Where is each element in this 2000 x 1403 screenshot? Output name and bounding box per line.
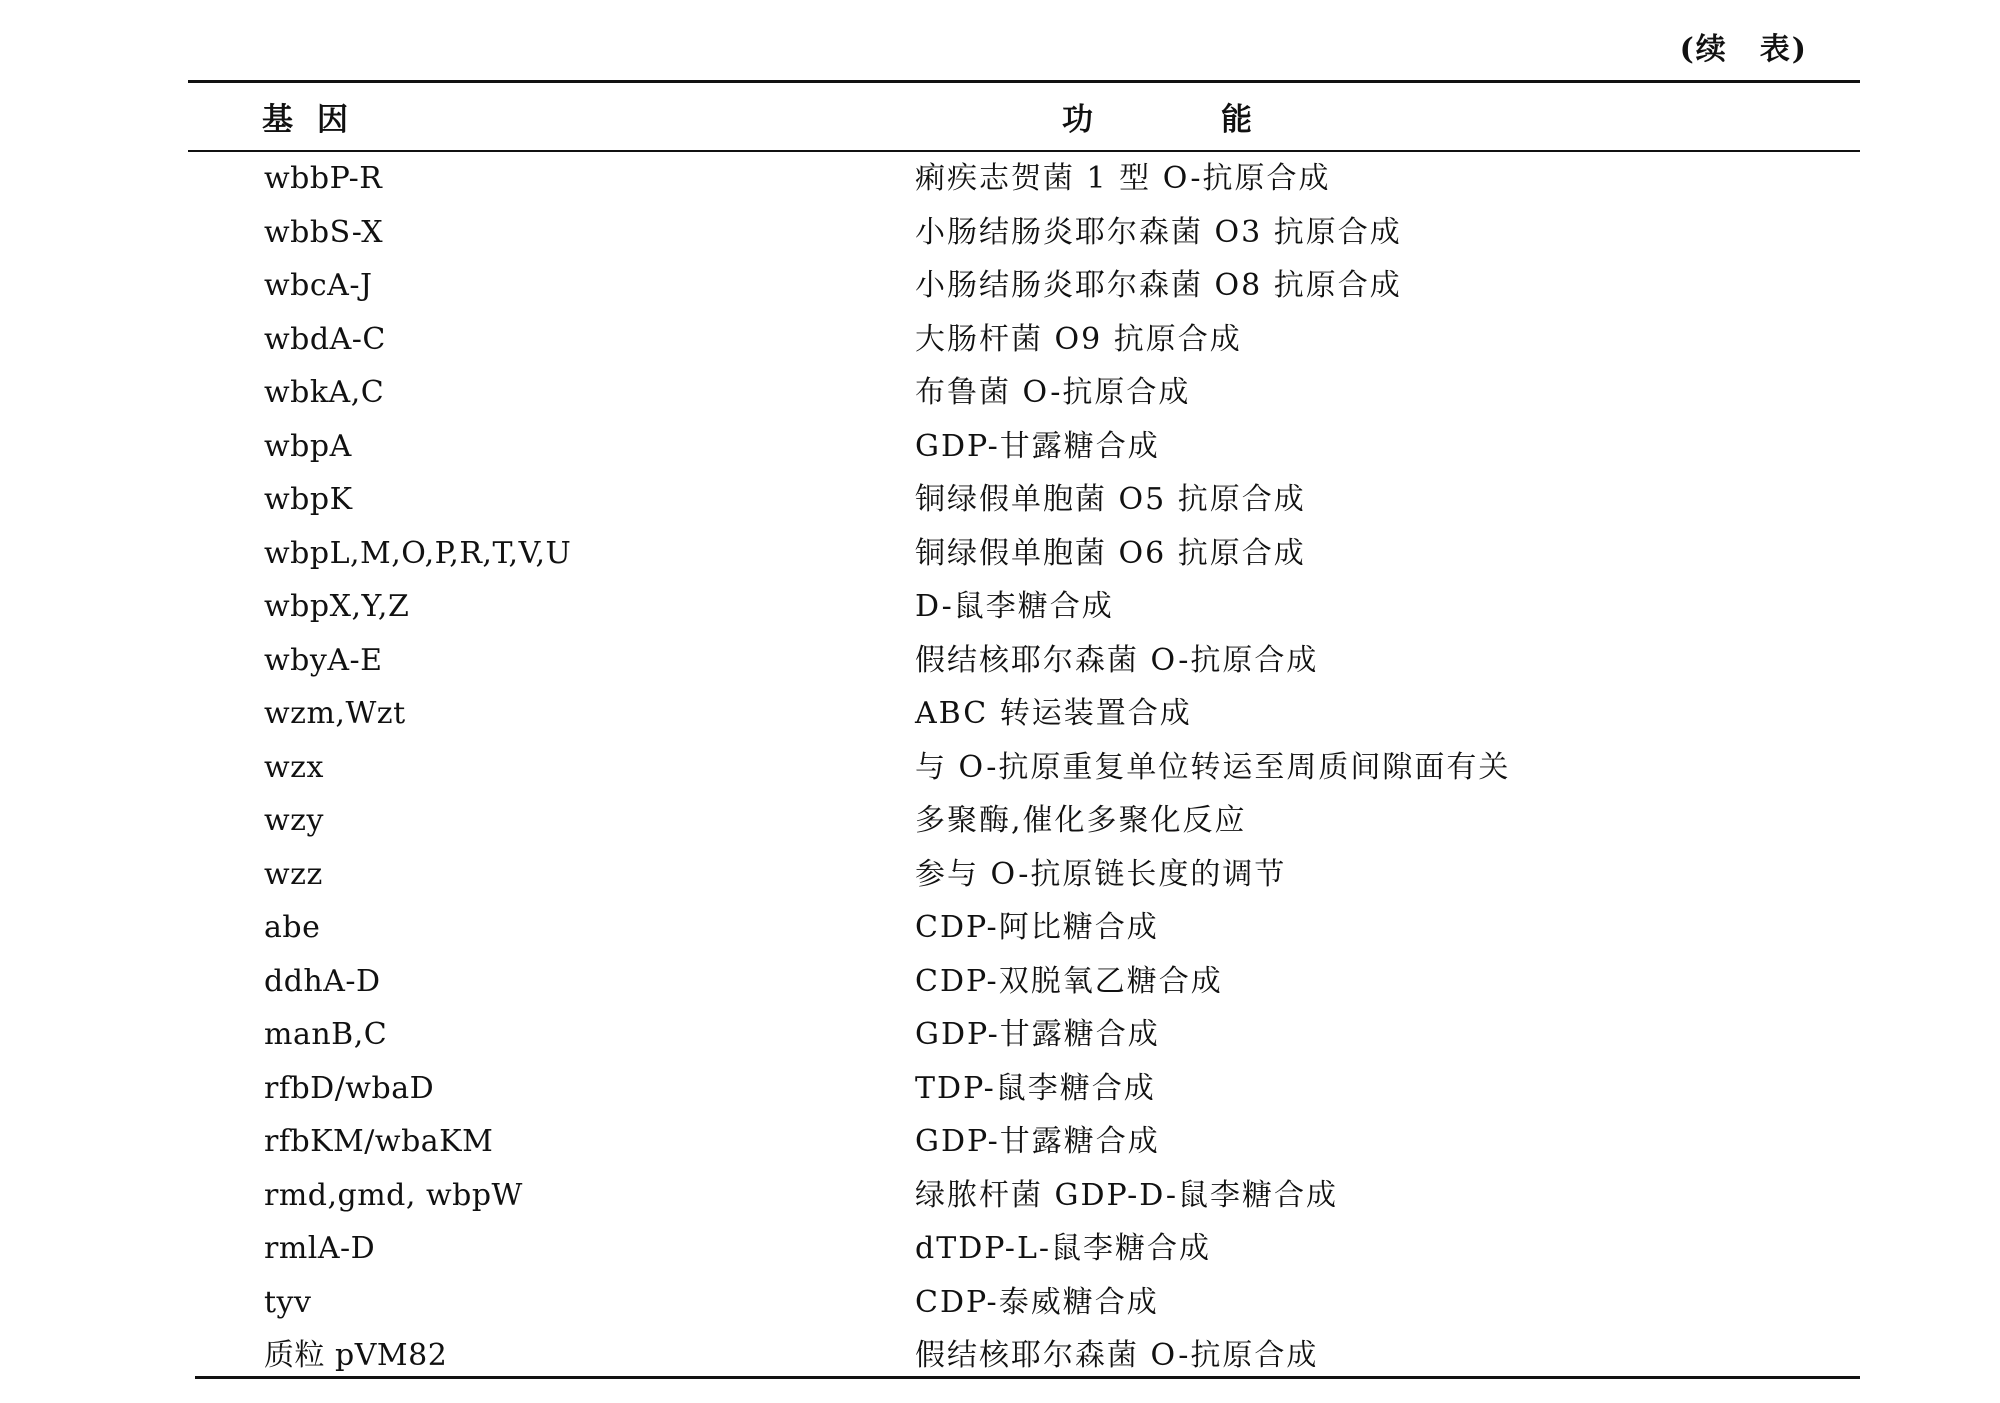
gene-cell: rfbD/wbaD	[264, 1070, 435, 1106]
gene-cell: wbyA-E	[264, 642, 383, 678]
function-cell: 绿脓杆菌 GDP-D-鼠李糖合成	[915, 1177, 1338, 1213]
table-row	[0, 473, 2000, 527]
function-cell: CDP-阿比糖合成	[915, 910, 1159, 945]
gene-cell: ddhA-D	[264, 963, 381, 999]
gene-cell: wzx	[264, 749, 324, 785]
table-row	[0, 1329, 2000, 1383]
function-cell: dTDP-L-鼠李糖合成	[915, 1231, 1212, 1266]
table-row	[0, 1062, 2000, 1116]
continuation-label: (续 表)	[1679, 32, 1808, 67]
function-cell: 铜绿假单胞菌 O5 抗原合成	[915, 482, 1306, 517]
function-cell: GDP-甘露糖合成	[915, 1124, 1160, 1159]
table-bottom-rule	[195, 1376, 1860, 1379]
gene-cell: manB,C	[264, 1017, 388, 1052]
table-row	[0, 1008, 2000, 1062]
table-row	[0, 420, 2000, 474]
function-cell: 布鲁菌 O-抗原合成	[915, 375, 1191, 410]
gene-cell: rmlA-D	[264, 1231, 376, 1266]
table-row	[0, 794, 2000, 848]
gene-cell: wzz	[264, 856, 323, 892]
gene-cell: wbpK	[264, 482, 353, 517]
function-cell: 多聚酶,催化多聚化反应	[915, 803, 1247, 838]
gene-cell: wbpL,M,O,P,R,T,V,U	[264, 535, 572, 571]
table-row	[0, 206, 2000, 260]
gene-cell: 质粒 pVM82	[264, 1338, 448, 1373]
gene-cell: rmd,gmd, wbpW	[264, 1177, 523, 1213]
column-header-function: 功能	[1062, 102, 1380, 138]
table-row	[0, 1115, 2000, 1169]
table-row	[0, 527, 2000, 581]
gene-cell: wzy	[264, 803, 324, 838]
function-cell: CDP-泰威糖合成	[915, 1284, 1159, 1320]
gene-cell: wbbS-X	[264, 214, 384, 250]
table-row	[0, 1222, 2000, 1276]
function-cell: ABC 转运装置合成	[915, 696, 1192, 731]
function-cell: TDP-鼠李糖合成	[915, 1070, 1156, 1106]
table-row	[0, 901, 2000, 955]
table-row	[0, 848, 2000, 902]
function-cell: 与 O-抗原重复单位转运至周质间隙面有关	[915, 749, 1511, 785]
function-cell: 小肠结肠炎耶尔森菌 O8 抗原合成	[915, 268, 1402, 303]
column-header-gene: 基因	[262, 102, 372, 138]
function-cell: 参与 O-抗原链长度的调节	[915, 856, 1287, 892]
gene-cell: wbdA-C	[264, 321, 386, 357]
function-cell: D-鼠李糖合成	[915, 589, 1114, 624]
function-cell: GDP-甘露糖合成	[915, 428, 1160, 464]
gene-cell: rfbKM/wbaKM	[264, 1124, 494, 1159]
gene-cell: wbkA,C	[264, 375, 385, 410]
function-cell: 小肠结肠炎耶尔森菌 O3 抗原合成	[915, 214, 1402, 250]
table-row	[0, 741, 2000, 795]
table-row	[0, 687, 2000, 741]
table-row	[0, 259, 2000, 313]
function-cell: 假结核耶尔森菌 O-抗原合成	[915, 642, 1319, 678]
gene-cell: wbcA-J	[264, 268, 373, 303]
table-row	[0, 955, 2000, 1009]
gene-cell: tyv	[264, 1284, 312, 1320]
function-cell: 痢疾志贺菌 1 型 O-抗原合成	[915, 161, 1331, 196]
gene-cell: wbpX,Y,Z	[264, 589, 410, 624]
function-cell: GDP-甘露糖合成	[915, 1017, 1160, 1052]
table-row	[0, 1276, 2000, 1330]
table-row	[0, 634, 2000, 688]
table-row	[0, 313, 2000, 367]
table-row	[0, 1169, 2000, 1223]
table-top-rule	[188, 80, 1860, 83]
gene-cell: wzm,Wzt	[264, 696, 406, 731]
function-cell: 铜绿假单胞菌 O6 抗原合成	[915, 535, 1306, 571]
gene-cell: abe	[264, 910, 321, 945]
table-row	[0, 366, 2000, 420]
function-cell: CDP-双脱氧乙糖合成	[915, 963, 1223, 999]
function-cell: 假结核耶尔森菌 O-抗原合成	[915, 1338, 1319, 1373]
gene-cell: wbbP-R	[264, 161, 383, 196]
table-row	[0, 152, 2000, 206]
table-body	[0, 152, 2000, 1383]
gene-cell: wbpA	[264, 428, 352, 464]
table-row	[0, 580, 2000, 634]
function-cell: 大肠杆菌 O9 抗原合成	[915, 321, 1242, 357]
